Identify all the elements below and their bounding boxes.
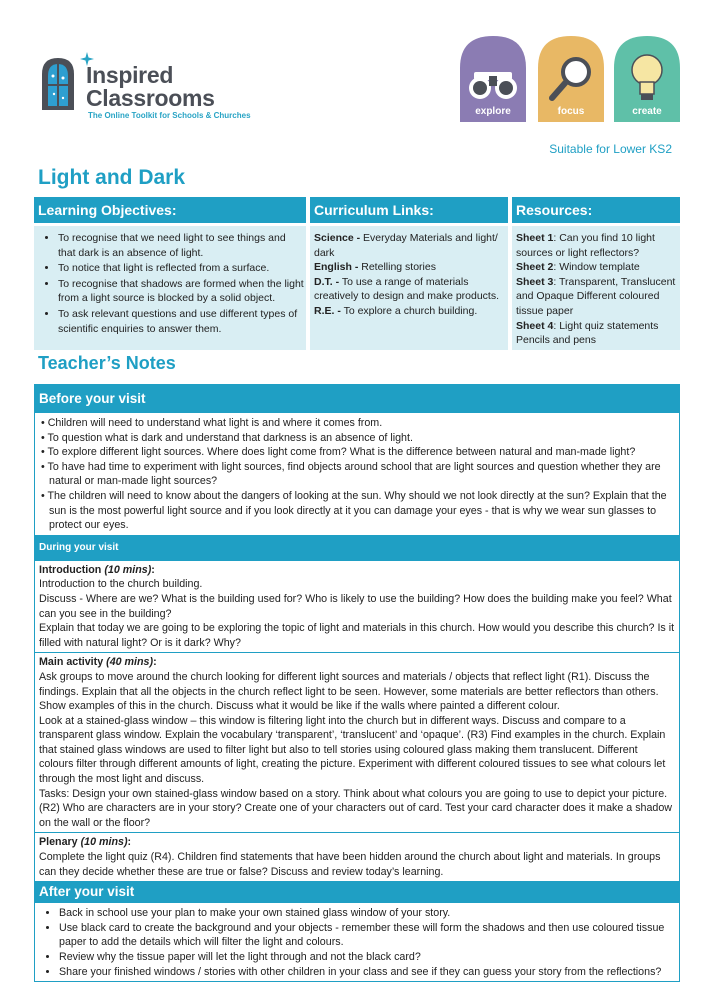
after-visit-heading: After your visit (35, 881, 679, 903)
list-item: • To question what is dark and understand that darkness is an absence of light. (41, 431, 413, 444)
page-title: Light and Dark (38, 166, 186, 189)
explore-badge: explore (460, 36, 526, 122)
list-item: R.E. - To explore a church building. (314, 304, 478, 317)
learning-objectives-heading: Learning Objectives: (34, 197, 306, 223)
list-item: • Back in school use your plan to make your own stained glass window of your story. (59, 906, 673, 921)
during-visit-heading: During your visit (35, 535, 679, 561)
learning-objectives-panel (34, 197, 306, 350)
before-visit-section (34, 384, 680, 982)
focus-badge: focus (538, 36, 604, 122)
list-item: • To recognise that shadows are formed when the light from a light source is blocked by a solid object. (58, 277, 306, 306)
resources-heading: Resources: (512, 197, 680, 223)
logo-wordmark: Inspired Classrooms (86, 62, 215, 111)
logo-tagline: The Online Toolkit for Schools & Churches (88, 111, 251, 120)
main-activity-block: Main activity (40 mins): Ask groups to move around the church looking for different light sources and materials / objects that reflect light (R1). Discuss the findings. Explain that all the objects in the church reflect light to be seen. However, some materials are better reflectors than others. Show examples of this in the church. Discuss what it would be like if the walls where painted a different colour. Look at a stained-glass window – this window is filtering light into the church but in different ways. Discuss and compare to a transparent glass window. Explain the vocabulary ‘transparent’, ‘translucent’ and ‘opaque’. (R3) Find examples in the church. Explain that stained glass windows are used to filter light but also to tell stories using coloured glass making them translucent. Different colours filter through different amounts of light, creating the picture. Experiment with different coloured tissues to see what colours let through the most light and discuss. Tasks: Design your own stained-glass window based on a story. Think about what colours you are going to use to depict your picture. (R2) Who are characters are in your story? Create one of your characters out of card. Test your card character does it make a shadow on the wall or the floor? (35, 652, 679, 832)
list-item: • Share your finished windows / stories with other children in your class and see if they can guess your story from the reflections? (59, 965, 673, 980)
list-item: • To have had time to experiment with light sources, find objects around school that are light sources and question whether they are natural or man-made light sources? (41, 460, 661, 488)
list-item: English - Retelling stories (314, 261, 436, 274)
learning-objectives-list (34, 231, 306, 336)
list-item: • To recognise that we need light to see things and that dark is an absence of light. (58, 231, 306, 260)
list-item: Sheet 2: Window template (516, 261, 640, 274)
curriculum-links-panel (310, 197, 508, 350)
logo-door-icon (40, 56, 76, 110)
suitability-note: Suitable for Lower KS2 (549, 142, 672, 156)
create-badge: create (614, 36, 680, 122)
resources-panel (512, 197, 680, 350)
list-item: • Use black card to create the background and your objects - remember these will form the shadows and then use coloured tissue paper to add the details which will filter the light and colours. (59, 921, 673, 950)
list-item: Sheet 3: Transparent, Translucent and Opaque Different coloured tissue paper (516, 275, 676, 317)
after-visit-list (35, 903, 679, 981)
list-item: D.T. - To use a range of materials creatively to design and make products. (314, 275, 500, 303)
teachers-notes-heading: Teacher’s Notes (38, 353, 176, 373)
list-item: • To notice that light is reflected from a surface. (58, 261, 306, 276)
before-visit-heading: Before your visit (35, 385, 679, 413)
list-item: • To ask relevant questions and use different types of scientific enquiries to answer them. (58, 307, 306, 336)
list-item: • Review why the tissue paper will let the light through and not the black card? (59, 950, 673, 965)
list-item: • Children will need to understand what light is and where it comes from. (41, 417, 383, 429)
list-item: • To explore different light sources. Where does light come from? What is the difference between natural and man-made light? (41, 446, 636, 459)
list-item: Sheet 1: Can you find 10 light sources or light reflectors? (516, 232, 655, 259)
introduction-block: Introduction (10 mins): Introduction to the church building. Discuss - Where are we? What is the building used for? Who is likely to use the building? How does the building make you feel? What can you see in the building? Explain that today we are going to be exploring the topic of light and materials in this church. How would you describe this church? Is it filled with natural light? Or is it dark? Why? (39, 563, 675, 649)
before-visit-list (35, 413, 679, 535)
list-item: Science - Everyday Materials and light/ dark (314, 232, 498, 259)
plenary-block: Plenary (10 mins): Complete the light quiz (R4). Children find statements that have been hidden around the church about light and materials. In groups can they decide whether these are true or false? Discuss and review today’s learning. (35, 832, 679, 881)
list-item: Pencils and pens (516, 334, 596, 347)
list-item: Sheet 4: Light quiz statements (516, 319, 659, 332)
curriculum-links-heading: Curriculum Links: (310, 197, 508, 223)
list-item: • The children will need to know about the dangers of looking at the sun. Why should we not look directly at the sun? Explain that the sun is the most powerful light source and if you look directly at it you can damage your eyes - that is why we wear sun glasses to protect our eyes. (41, 489, 667, 532)
